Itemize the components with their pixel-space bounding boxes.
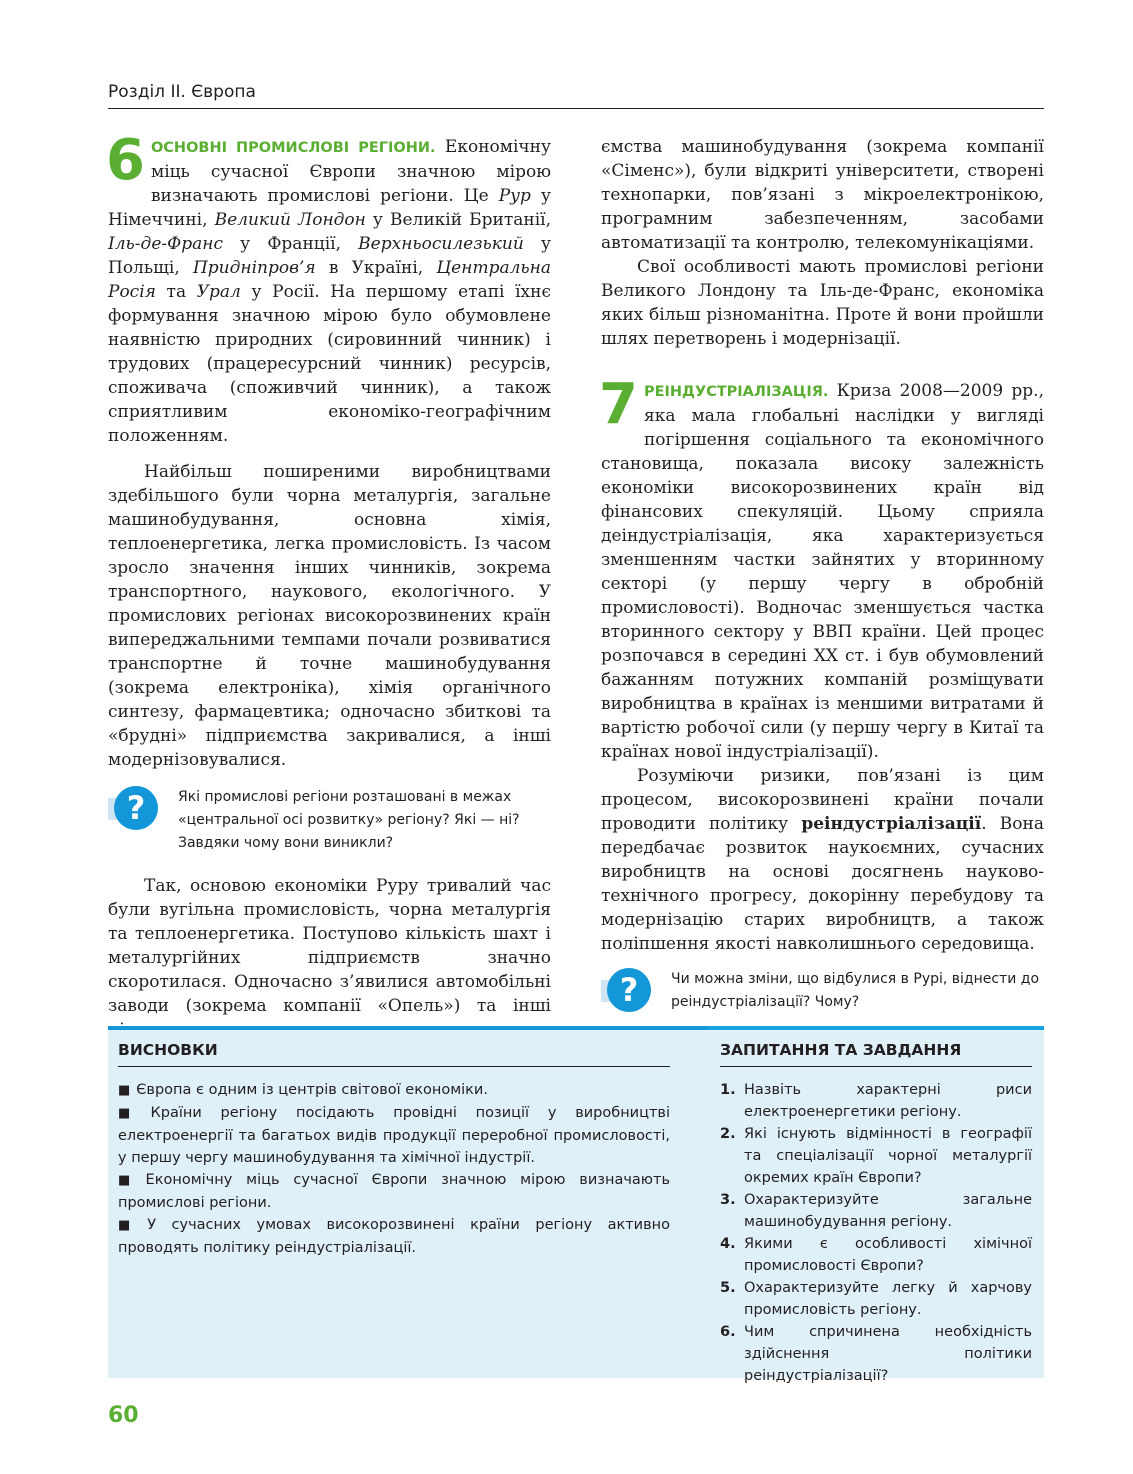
question-box-2 xyxy=(601,968,1044,1034)
list-item: 5. Охарактеризуйте легку й харчову промисловість регіону. xyxy=(720,1280,1032,1318)
question-text-1: Які промислові регіони розташовані в межах «центральної осі розвитку» регіону? Які — ні? Завдяки чому вони виникли? xyxy=(178,789,520,851)
tasks-title: ЗАПИТАННЯ ТА ЗАВДАННЯ xyxy=(720,1040,1032,1067)
section-6-paragraph-2: Найбільш поширеними виробництвами здебільшого були чорна металургія, загальне машинобудування, основна хімія, теплоенергетика, легка промисловість. Із часом зросло значення інших чинників, зокрема транспортного, наукового, екологічного. У промислових регіонах високорозвинених країн випереджальними темпами почали розвиватися транспортне й точне машинобудування (зокрема електроніка), хімія органічного синтезу, фармацевтика; одночасно збиткові та «брудні» підприємства закривалися, а інші модернізовувалися. xyxy=(108,462,551,770)
question-text-2: Чи можна зміни, що відбулися в Рурі, віднести до реіндустріалізації? Чому? xyxy=(671,971,1040,1010)
bullet-square-icon: ■ xyxy=(118,1173,140,1188)
section-6-paragraph-3: Так, основою економіки Руру тривалий час були вугільна промисловість, чорна металургія та теплоенергетика. Поступово кількість шахт і металургійних підприємств значно скоротилася. Одночасно з’явилися автомобільні заводи (зокрема компанії «Опель») та інші xyxy=(108,876,551,1016)
list-item: 3. Охарактеризуйте загальне машинобудування регіону. xyxy=(720,1192,1032,1230)
section-7-title: РЕІНДУСТРІАЛІЗАЦІЯ. xyxy=(643,384,829,400)
tasks-column xyxy=(720,1040,1032,1387)
question-box-1 xyxy=(108,786,551,852)
question-icon: ? xyxy=(114,786,158,830)
list-item: 6. Чим спричинена необхідність здійснення політики реіндустріалізації? xyxy=(720,1324,1032,1384)
section-7-intro: 7 РЕІНДУСТРІАЛІЗАЦІЯ. Криза 2008—2009 рр., яка мала глобальні наслідки у вигляді погіршення соціального та економічного становища, показала високу залежність економіки високорозвинених країн від фінансових спекуляцій. Цьому сприяла деіндустріалізація, яка характеризується зменшенням частки зайнятих у вторинному секторі (у першу чергу в обробній промисловості). Водночас зменшується частка вторинного сектору у ВВП країни. Цей процес розпочався в середині XX ст. і був обумовлений бажанням потужних компаній розміщувати виробництва в країнах із меншими витратами й вартістю робочої сили (у першу чергу в Китаї та країнах нової індустріалізації). xyxy=(599,372,1044,762)
bullet-square-icon: ■ xyxy=(118,1218,142,1233)
section-7-number: 7 xyxy=(599,372,638,437)
section-6-intro: 6 ОСНОВНІ ПРОМИСЛОВІ РЕГІОНИ. Економічну міць сучасної Європи значною мірою визначають промислові регіони. Це Рур у Німеччині, Великий Лондон у Великій Британії, Іль-де-Франс у Франції, Верхньосилезький у Польщі, Придніпров’я в Україні, Центральна Росія та Урал у Росії. На першому етапі їхнє формування значною мірою було обумовлене наявністю природних (сировинний чинник) і трудових (працересурсний чинник) ресурсів, споживача (споживчий чинник), а також сприятливим економіко-географічним положенням. xyxy=(106,128,552,446)
list-item: ■ У сучасних умовах високорозвинені країни регіону активно проводять політику реіндустріалізації. xyxy=(118,1217,670,1256)
right-column xyxy=(601,135,1044,1056)
header-rule xyxy=(108,108,1044,109)
summary-panel xyxy=(108,1026,1044,1384)
conclusions-column xyxy=(118,1040,670,1259)
question-icon: ? xyxy=(607,968,651,1012)
list-item: 1. Назвіть характерні риси електроенергетики регіону. xyxy=(720,1082,1032,1120)
section-7-paragraph-2: Розуміючи ризики, пов’язані із цим процесом, високорозвинені країни почали проводити політику реіндустріалізації. Вона передбачає розвиток наукоємних, сучасних виробництв на основі досягнень науково-технічного прогресу, докорінну перебудову та модернізацію старих виробництв, а також поліпшення якості навколишнього середовища. xyxy=(601,766,1044,954)
list-item: 2. Які існують відмінності в географії та спеціалізації чорної металургії окремих країн Європи? xyxy=(720,1126,1032,1186)
bullet-square-icon: ■ xyxy=(118,1106,145,1121)
running-head: Розділ ІІ. Європа xyxy=(108,82,256,102)
conclusions-title: ВИСНОВКИ xyxy=(118,1040,670,1067)
tasks-list xyxy=(720,1079,1032,1387)
list-item: 4. Якими є особливості хімічної промисловості Європи? xyxy=(720,1236,1032,1274)
left-column xyxy=(106,128,552,1042)
section-6-title: ОСНОВНІ ПРОМИСЛОВІ РЕГІОНИ. xyxy=(150,140,436,156)
bullet-square-icon: ■ xyxy=(118,1083,131,1098)
list-item: ■ Країни регіону посідають провідні позиції у виробництві електроенергії та багатьох видів продукції переробної промисловості, у першу чергу машинобудування та хімічної індустрії. xyxy=(118,1105,670,1166)
section-6-number: 6 xyxy=(106,128,145,193)
conclusions-list xyxy=(118,1079,670,1259)
section-6-paragraph-4: ємства машинобудування (зокрема компанії «Сіменс»), були відкриті університети, створені технопарки, пов’язані з мікроелектронікою, програмним забезпеченням, засобами автоматизації та контролю, телекомунікаціями. xyxy=(601,137,1044,253)
list-item: ■ Європа є одним із центрів світової економіки. xyxy=(118,1082,488,1098)
list-item: ■ Економічну міць сучасної Європи значною мірою визначають промислові регіони. xyxy=(118,1172,670,1211)
section-6-paragraph-5: Свої особливості мають промислові регіони Великого Лондону та Іль-де-Франс, економіка яких більш різноманітна. Проте й вони пройшли шлях перетворень і модернізації. xyxy=(601,257,1044,349)
page-number: 60 xyxy=(108,1403,139,1428)
